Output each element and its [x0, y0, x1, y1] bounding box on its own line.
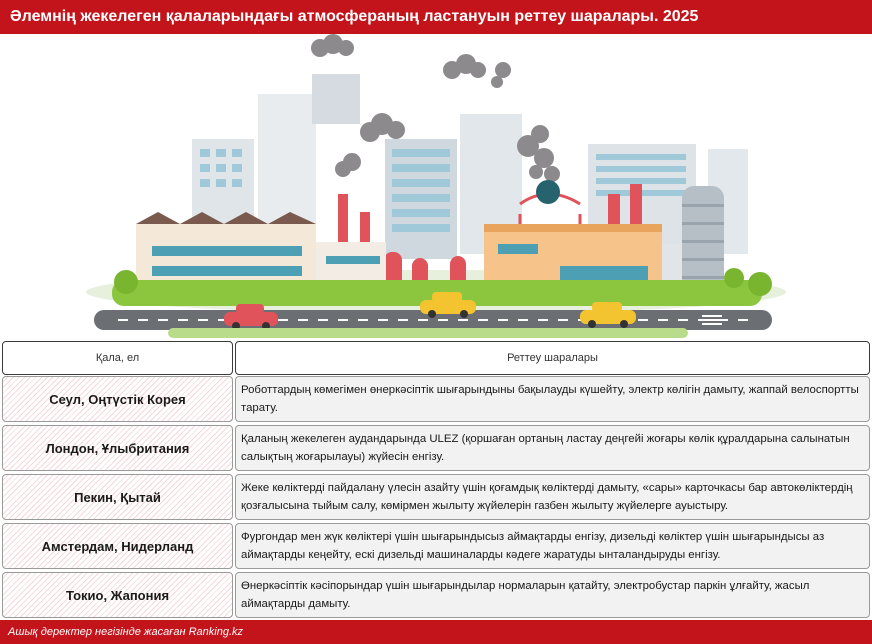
city-cell: Лондон, Ұлыбритания — [2, 425, 233, 471]
city-cell: Амстердам, Нидерланд — [2, 523, 233, 569]
table-header — [0, 341, 872, 375]
measure-cell: Қаланың жекелеген аудандарында ULEZ (қоршаған ортаның ластау деңгейі жоғары көлік құралдарына салынатын салықтың жоғарылауы) жүйесін енгізу. — [235, 425, 870, 471]
city-pollution-illustration — [0, 34, 872, 340]
table-row — [0, 572, 872, 618]
header-measures: Реттеу шаралары — [235, 341, 870, 375]
table-row — [0, 523, 872, 569]
measure-cell: Жеке көліктерді пайдалану үлесін азайту үшін қоғамдық көліктерді дамыту, «сары» карточкасы бар автокөліктердің қозғалысына тыйым салу, көмірмен жылыту жүйелерін газбен жылыту жүйелерге ауыстыру. — [235, 474, 870, 520]
table-row — [0, 376, 872, 422]
city-cell: Токио, Жапония — [2, 572, 233, 618]
measure-cell: Өнеркәсіптік кәсіпорындар үшін шығарындылар нормаларын қатайту, электробустар паркін ұлғайту, жасыл аймақтарды дамыту. — [235, 572, 870, 618]
city-cell: Сеул, Оңтүстік Корея — [2, 376, 233, 422]
city-illustration-svg — [0, 34, 872, 340]
page-title: Әлемнің жекелеген қалаларындағы атмосфераның ластануын реттеу шаралары. 2025 — [0, 0, 872, 34]
measure-cell: Фургондар мен жүк көліктері үшін шығарындысыз аймақтарды енгізу, дизельді көліктер үшін шығарындысы аз аймақтарды кеңейту, ескі дизельді машиналарды кәдеге жаратуды ынталандыруды енгізу. — [235, 523, 870, 569]
city-cell: Пекин, Қытай — [2, 474, 233, 520]
table-row — [0, 474, 872, 520]
header-city: Қала, ел — [2, 341, 233, 375]
source-footer: Ашық деректер негізінде жасаған Ranking.kz — [0, 620, 872, 644]
measure-cell: Роботтардың көмегімен өнеркәсіптік шығарындыны бақылауды күшейту, электр көлігін дамыту, жаппай велоспортты тарату. — [235, 376, 870, 422]
table-row — [0, 425, 872, 471]
